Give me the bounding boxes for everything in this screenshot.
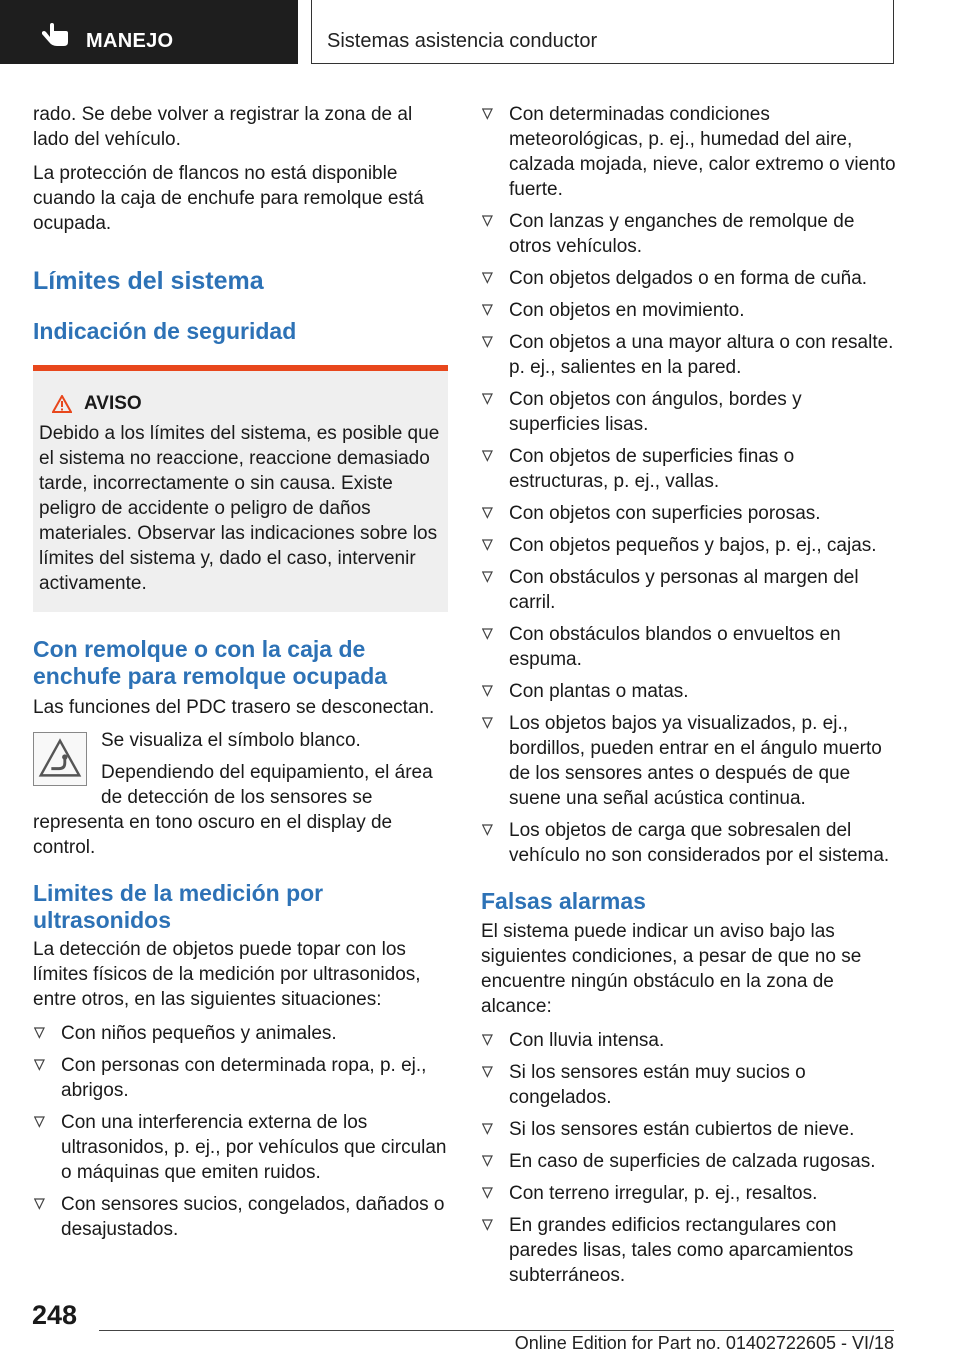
- heading-ultrasonidos: Limites de la medición por ultrasonidos: [33, 880, 324, 933]
- heading-falsas-alarmas: Falsas alarmas: [481, 888, 646, 914]
- paragraph: La detección de objetos puede topar con los límites físicos de la medición por ultrasonidos, entre otros, en las siguientes situaciones:: [33, 939, 421, 1010]
- footer-edition: Online Edition for Part no. 01402722605 - VI/18: [514, 1333, 894, 1353]
- triangle-bullet-icon: [482, 1219, 493, 1231]
- triangle-bullet-icon: [34, 1116, 45, 1128]
- list-item: Con personas con determinada ropa, p. ej., abrigos.: [33, 1053, 448, 1103]
- list-item: Con niños pequeños y animales.: [33, 1021, 448, 1046]
- triangle-bullet-icon: [482, 1187, 493, 1199]
- heading-indicacion-seguridad: Indicación de seguridad: [33, 318, 297, 344]
- list-item: Con plantas o matas.: [481, 679, 896, 704]
- triangle-bullet-icon: [482, 1034, 493, 1046]
- list-item: Con determinadas condiciones meteorológicas, p. ej., humedad del aire, calzada mojada, nieve, calor extremo o viento fuerte.: [481, 102, 896, 202]
- paragraph: Dependiendo del equipamiento, el área de detección de los sensores se representa en tono oscuro en el display de control.: [33, 762, 433, 858]
- triangle-bullet-icon: [482, 507, 493, 519]
- right-column: [481, 102, 896, 1295]
- triangle-bullet-icon: [482, 215, 493, 227]
- triangle-bullet-icon: [482, 108, 493, 120]
- heading-limites-sistema: Límites del sistema: [33, 267, 264, 295]
- triangle-bullet-icon: [482, 717, 493, 729]
- section-title: MANEJO: [86, 30, 174, 52]
- triangle-bullet-icon: [482, 539, 493, 551]
- warning-title: AVISO: [84, 393, 142, 414]
- list-item: Con obstáculos blandos o envueltos en espuma.: [481, 622, 896, 672]
- page-number: 248: [32, 1300, 78, 1330]
- paragraph: rado. Se debe volver a registrar la zona de al lado del vehículo.: [33, 104, 413, 150]
- list-item: En caso de superficies de calzada rugosas.: [481, 1149, 896, 1174]
- triangle-bullet-icon: [482, 1123, 493, 1135]
- chapter-header: [311, 0, 894, 64]
- triangle-bullet-icon: [482, 628, 493, 640]
- list-item: Con terreno irregular, p. ej., resaltos.: [481, 1181, 896, 1206]
- list-item: Los objetos bajos ya visualizados, p. ej., bordillos, pueden entrar en el ángulo muerto de los sensores antes o después de que suene una señal acústica continua.: [481, 711, 896, 811]
- triangle-bullet-icon: [482, 272, 493, 284]
- list-item: Con objetos pequeños y bajos, p. ej., cajas.: [481, 533, 896, 558]
- paragraph: La protección de flancos no está disponible cuando la caja de enchufe para remolque está ocupada.: [33, 163, 424, 234]
- paragraph: El sistema puede indicar un aviso bajo las siguientes condiciones, a pesar de que no se encuentre ningún obstáculo en la zona de alcance:: [481, 921, 862, 1017]
- triangle-bullet-icon: [482, 1066, 493, 1078]
- triangle-bullet-icon: [34, 1198, 45, 1210]
- triangle-bullet-icon: [34, 1059, 45, 1071]
- list-item: Si los sensores están cubiertos de nieve.: [481, 1117, 896, 1142]
- hand-icon: [40, 22, 70, 48]
- list-item: Con objetos delgados o en forma de cuña.: [481, 266, 896, 291]
- left-column: [33, 102, 448, 1249]
- warning-box: [33, 365, 448, 612]
- heading-remolque: Con remolque o con la caja de enchufe para remolque ocupada: [33, 636, 388, 689]
- chapter-title: Sistemas asistencia conductor: [327, 30, 598, 52]
- triangle-bullet-icon: [482, 685, 493, 697]
- trailer-warning-symbol-icon: [33, 732, 87, 786]
- footer-divider: [99, 1330, 894, 1331]
- section-tab: [0, 0, 298, 64]
- triangle-bullet-icon: [482, 824, 493, 836]
- list-item: Con una interferencia externa de los ultrasonidos, p. ej., por vehículos que circulan o máquinas que emiten ruidos.: [33, 1110, 448, 1185]
- triangle-bullet-icon: [482, 336, 493, 348]
- triangle-bullet-icon: [482, 304, 493, 316]
- warning-triangle-icon: [52, 395, 72, 413]
- triangle-bullet-icon: [482, 393, 493, 405]
- list-item: Con objetos de superficies finas o estructuras, p. ej., vallas.: [481, 444, 896, 494]
- bullet-list: [481, 102, 896, 868]
- bullet-list: [481, 1028, 896, 1288]
- list-item: Con lanzas y enganches de remolque de otros vehículos.: [481, 209, 896, 259]
- list-item: Con lluvia intensa.: [481, 1028, 896, 1053]
- list-item: Si los sensores están muy sucios o congelados.: [481, 1060, 896, 1110]
- triangle-bullet-icon: [482, 450, 493, 462]
- triangle-bullet-icon: [34, 1027, 45, 1039]
- list-item: Con sensores sucios, congelados, dañados o desajustados.: [33, 1192, 448, 1242]
- list-item: Los objetos de carga que sobresalen del vehículo no son considerados por el sistema.: [481, 818, 896, 868]
- symbol-row: [33, 728, 448, 860]
- list-item: Con obstáculos y personas al margen del carril.: [481, 565, 896, 615]
- triangle-bullet-icon: [482, 1155, 493, 1167]
- triangle-bullet-icon: [482, 571, 493, 583]
- paragraph: Se visualiza el símbolo blanco.: [101, 730, 361, 751]
- warning-body: Debido a los límites del sistema, es posible que el sistema no reaccione, reaccione demasiado tarde, incorrectamente o sin causa. Existe peligro de accidente o peligro de daños materiales. Observar las indicaciones sobre los límites del sistema y, dado el caso, intervenir activamente.: [39, 423, 440, 594]
- list-item: Con objetos con superficies porosas.: [481, 501, 896, 526]
- paragraph: Las funciones del PDC trasero se desconectan.: [33, 697, 435, 718]
- bullet-list: [33, 1021, 448, 1242]
- list-item: Con objetos en movimiento.: [481, 298, 896, 323]
- list-item: Con objetos con ángulos, bordes y superficies lisas.: [481, 387, 896, 437]
- list-item: Con objetos a una mayor altura o con resalte. p. ej., salientes en la pared.: [481, 330, 896, 380]
- list-item: En grandes edificios rectangulares con paredes lisas, tales como aparcamientos subterráneos.: [481, 1213, 896, 1288]
